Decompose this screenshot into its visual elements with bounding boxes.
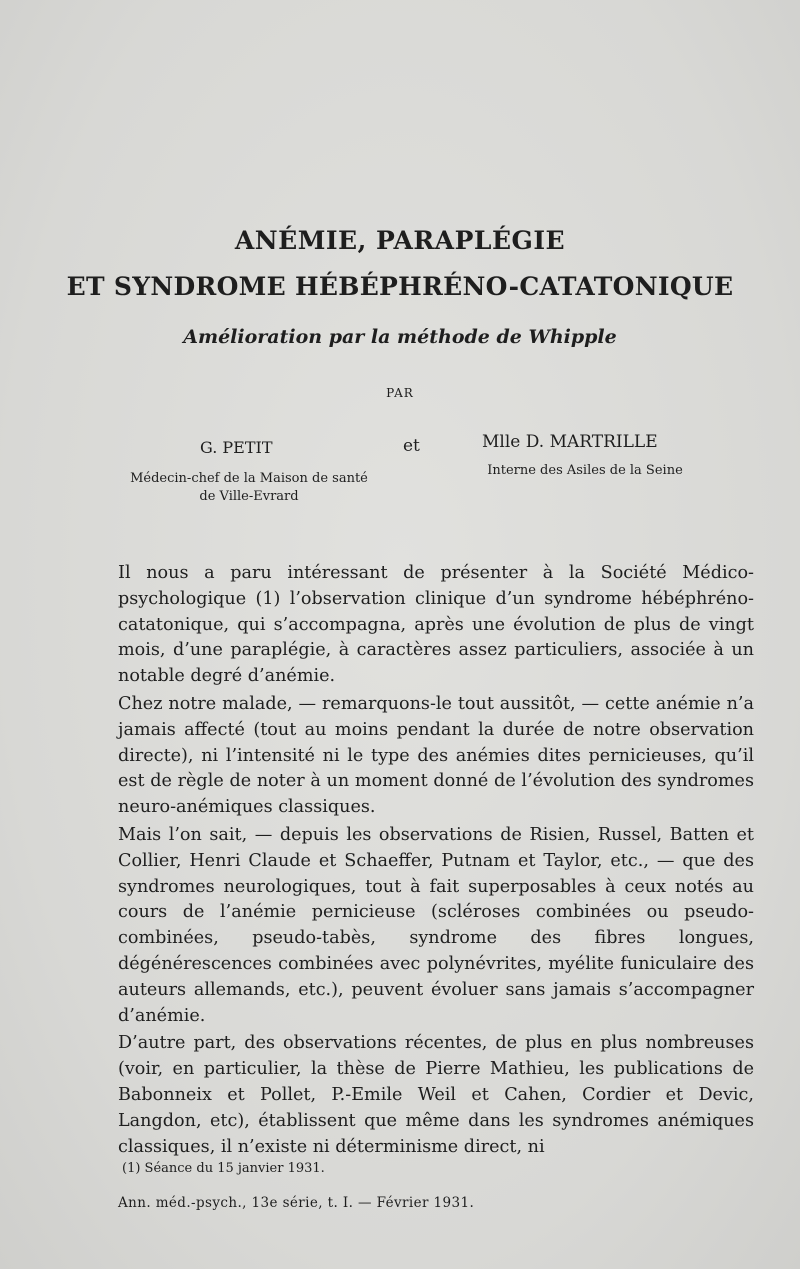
affiliation-line-1: Médecin-chef de la Maison de santé [130, 471, 368, 486]
author-2-prefix: Mlle [482, 432, 521, 452]
author-1-affiliation [108, 470, 390, 506]
par-label: PAR [386, 386, 414, 400]
footnote: (1) Séance du 15 janvier 1931. [122, 1161, 325, 1176]
journal-line: Ann. méd.-psych., 13e série, t. I. — Février 1931. [118, 1195, 475, 1211]
paragraph-4: D’autre part, des observations récentes, de plus en plus nombreuses (voir, en particulier, la thèse de Pierre Mathieu, les publications de Babonneix et Pollet, P.-Emile Weil et Cahen, Cordier et Devic, Langdon, etc), établissent que même dans les syndromes anémiques classiques, il n’existe ni déterminisme direct, ni [118, 1033, 754, 1157]
paragraph-3: Mais l’on sait, — depuis les observations de Risien, Russel, Batten et Collier, Henri Claude et Schaeffer, Putnam et Taylor, etc., — que des syndromes neurologiques, tout à fait superposables à ceux notés au cours de l’anémie pernicieuse (scléroses combinées ou pseudo-combinées, pseudo-tabès, syndrome des fibres longues, dégénérescences combinées avec polynévrites, myélite funiculaire des auteurs allemands, etc.), peuvent évoluer sans jamais s’accompagner d’anémie. [118, 824, 754, 1026]
subtitle: Amélioration par la méthode de Whipple [183, 326, 617, 348]
conjunction: et [403, 436, 420, 456]
paragraph-2: Chez notre malade, — remarquons-le tout aussitôt, — cette anémie n’a jamais affecté (tout au moins pendant la durée de notre observation directe), ni l’intensité ni le type des anémies dites pernicieuses, qu’il est de règle de noter à un moment donné de l’évolution des syndromes neuro-anémiques classiques. [118, 693, 754, 818]
author-1: G. PETIT [200, 438, 273, 457]
body-text [118, 561, 754, 1162]
title-line-2: ET SYNDROME HÉBÉPHRÉNO-CATATONIQUE [66, 272, 734, 301]
title-line-1: ANÉMIE, PARAPLÉGIE [234, 226, 566, 255]
author-2-name: D. MARTRILLE [525, 432, 658, 452]
author-2-affiliation: Interne des Asiles de la Seine [487, 463, 683, 478]
affiliation-line-2: de Ville-Evrard [199, 489, 299, 504]
author-2 [482, 432, 658, 452]
paragraph-1: Il nous a paru intéressant de présenter à la Société Médico-psychologique (1) l’observation clinique d’un syndrome hébéphréno-catatonique, qui s’accompagna, après une évolution de plus de vingt mois, d’une paraplégie, à caractères assez particuliers, associée à un notable degré d’anémie. [118, 563, 754, 687]
